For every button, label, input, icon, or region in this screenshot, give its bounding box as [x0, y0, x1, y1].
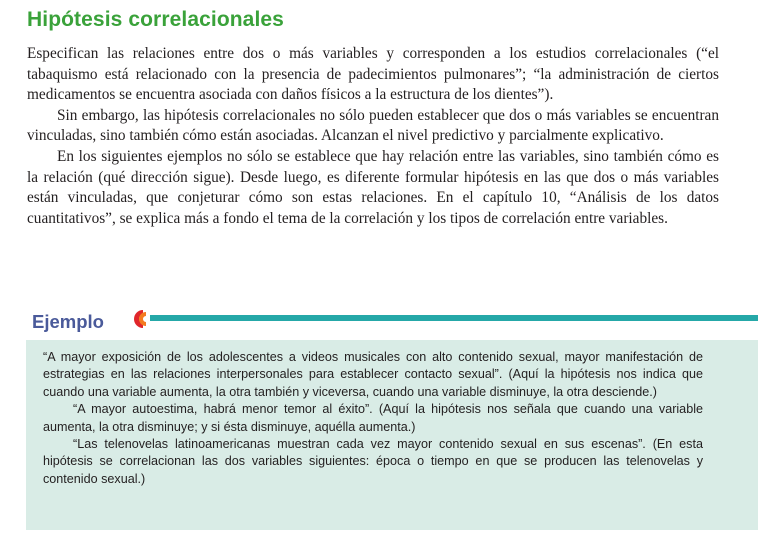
example-paragraph: “A mayor exposición de los adolescentes a videos musicales con alto contenido sexual, mayor manifestación de estrategias en las relaciones interpersonales para establecer contacto sexual”. (Aquí la hipótesis nos indica que cuando una variable aumenta, la otra también y viceversa, cuando una variable disminuye, la otra desciende.) — [43, 350, 703, 399]
example-text — [43, 349, 703, 488]
example-paragraph: “A mayor autoestima, habrá menor temor al éxito”. (Aquí la hipótesis nos señala que cuando una variable aumenta, la otra disminuye; y si ésta disminuye, aquélla aumenta.) — [43, 402, 703, 434]
body-paragraph: En los siguientes ejemplos no sólo se establece que hay relación entre las variables, sino también cómo es la relación (qué dirección sigue). Desde luego, es diferente formular hipótesis en las que dos o más variables están vinculadas, que conjeturar cómo son estas relaciones. En el capítulo 10, “Análisis de los datos cuantitativos”, se explica más a fondo el tema de la correlación y los tipos de correlación entre variables. — [27, 147, 719, 227]
body-paragraph: Sin embargo, las hipótesis correlacionales no sólo pueden establecer que dos o más variables se encuentran vinculadas, sino también cómo están asociadas. Alcanzan el nivel predictivo y parcialmente explicativo. — [27, 106, 719, 145]
body-text — [27, 44, 719, 229]
section-title: Hipótesis correlacionales — [27, 8, 284, 31]
example-label: Ejemplo — [32, 311, 104, 332]
example-rule — [150, 315, 758, 321]
body-paragraph: Especifican las relaciones entre dos o más variables y corresponden a los estudios correlacionales (“el tabaquismo está relacionado con la presencia de padecimientos pulmonares”; “la administración de ciertos medicamentos se encuentra asociada con daños físicos a la estructura de los dientes”). — [27, 45, 719, 104]
example-paragraph: “Las telenovelas latinoamericanas muestran cada vez mayor contenido sexual en sus escenas”. (En esta hipótesis se correlacionan las dos variables siguientes: época o tiempo en que se producen las telenovelas y contenido sexual.) — [43, 437, 703, 486]
